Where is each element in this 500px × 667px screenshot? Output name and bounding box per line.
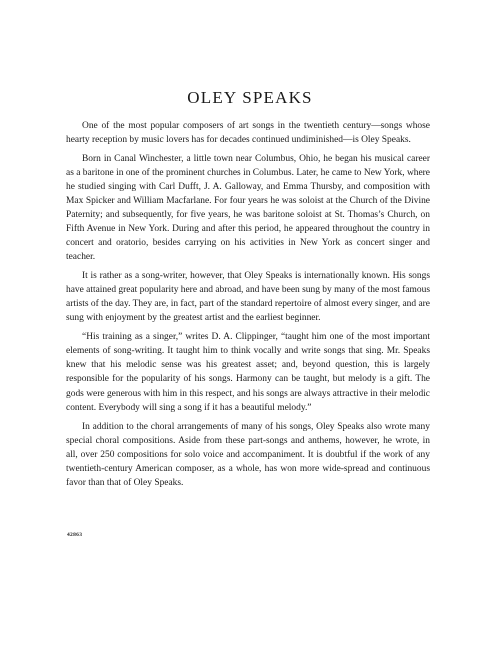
- plate-number: 42863: [67, 532, 83, 538]
- paragraph-early-career: Born in Canal Winchester, a little town near Columbus, Ohio, he began his musical career as a baritone in one of the prominent churches in Columbus. Later, he came to New York, where he studied singing with Carl Dufft, J. A. Galloway, and Emma Thursby, and composition with Max Spicker and William Macfarlane. For four years he was soloist at the Church of the Divine Paternity; and subsequently, for five years, he was baritone soloist at St. Thomas’s Church, on Fifth Avenue in New York. During and after this period, he appeared throughout the country in concert and oratorio, besides carrying on his activities in New York as concert singer and teacher.: [66, 153, 430, 263]
- page-title: OLEY SPEAKS: [187, 88, 313, 107]
- paragraph-intro: One of the most popular composers of art songs in the twentieth century—songs whose hearty reception by music lovers has for decades continued undiminished—is Oley Speaks.: [66, 121, 430, 146]
- paragraph-song-writer: It is rather as a song-writer, however, that Oley Speaks is internationally known. His songs have attained great popularity here and abroad, and have been sung by many of the most famous artists of the day. They are, in fact, part of the standard repertoire of almost every singer, and are sung with enjoyment by the greatest artist and the earliest beginner.: [66, 271, 431, 324]
- paragraph-clippinger-quote: “His training as a singer,” writes D. A. Clippinger, “taught him one of the most important elements of song-writing. It taught him to think vocally and write songs that sing. Mr. Speaks knew that his melodic sense was his greatest asset; and, beyond question, this is largely responsible for the popularity of his songs. Harmony can be taught, but melody is a gift. The gods were generous with him in this respect, and his songs are always attractive in their melodic content. Everybody will sing a song if it has a beautiful melody.”: [66, 332, 430, 413]
- biography-text: [66, 119, 430, 495]
- paragraph-choral-works: In addition to the choral arrangements of many of his songs, Oley Speaks also wrote many special choral compositions. Aside from these part-songs and anthems, however, he wrote, in all, over 250 compositions for solo voice and accompaniment. It is doubtful if the work of any twentieth-century American composer, as a whole, has won more wide-spread and continuous favor than that of Oley Speaks.: [66, 421, 430, 488]
